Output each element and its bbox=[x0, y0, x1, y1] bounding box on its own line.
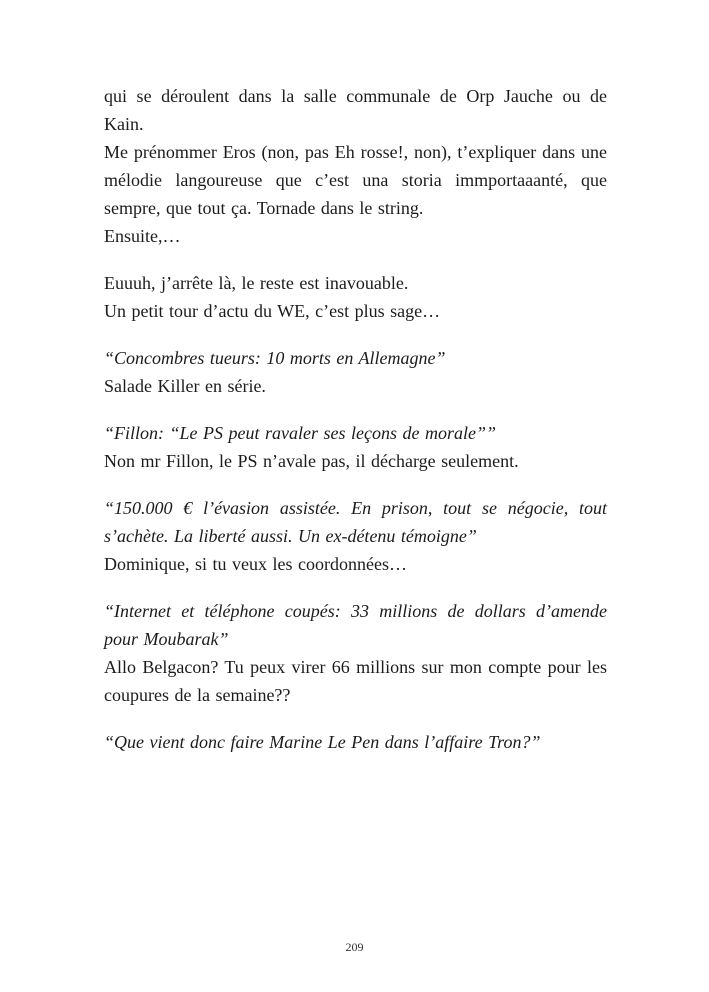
news-headline: “150.000 € l’évasion assistée. En prison, tout se négocie, tout s’achète. La liberté aussi. Un ex-détenu témoigne” bbox=[104, 498, 607, 546]
paragraph: qui se déroulent dans la salle communale de Orp Jauche ou de Kain. bbox=[104, 86, 607, 134]
news-headline: “Internet et téléphone coupés: 33 millions de dollars d’amende pour Moubarak” bbox=[104, 601, 607, 649]
page-body bbox=[104, 82, 607, 756]
paragraph: Ensuite,… bbox=[104, 226, 181, 246]
paragraph: Un petit tour d’actu du WE, c’est plus sage… bbox=[104, 301, 441, 321]
news-comment: Non mr Fillon, le PS n’avale pas, il décharge seulement. bbox=[104, 451, 519, 471]
news-block-lepen bbox=[104, 728, 607, 756]
news-comment: Allo Belgacon? Tu peux virer 66 millions sur mon compte pour les coupures de la semaine?? bbox=[104, 657, 607, 705]
paragraph: Euuuh, j’arrête là, le reste est inavouable. bbox=[104, 273, 409, 293]
news-headline: “Fillon: “Le PS peut ravaler ses leçons de morale”” bbox=[104, 423, 496, 443]
news-block-evasion bbox=[104, 494, 607, 578]
paragraph: Me prénommer Eros (non, pas Eh rosse!, non), t’expliquer dans une mélodie langoureuse que c’est una storia immportaaanté, que sempre, que tout ça. Tornade dans le string. bbox=[104, 142, 607, 218]
news-block-moubarak bbox=[104, 597, 607, 709]
news-block-fillon bbox=[104, 419, 607, 475]
text-block-transition bbox=[104, 269, 607, 325]
news-headline: “Concombres tueurs: 10 morts en Allemagne” bbox=[104, 348, 446, 368]
news-comment: Dominique, si tu veux les coordonnées… bbox=[104, 554, 407, 574]
text-block-intro bbox=[104, 82, 607, 250]
news-comment: Salade Killer en série. bbox=[104, 376, 266, 396]
news-block-concombres bbox=[104, 344, 607, 400]
page-number: 209 bbox=[345, 940, 364, 954]
news-headline: “Que vient donc faire Marine Le Pen dans l’affaire Tron?” bbox=[104, 732, 541, 752]
